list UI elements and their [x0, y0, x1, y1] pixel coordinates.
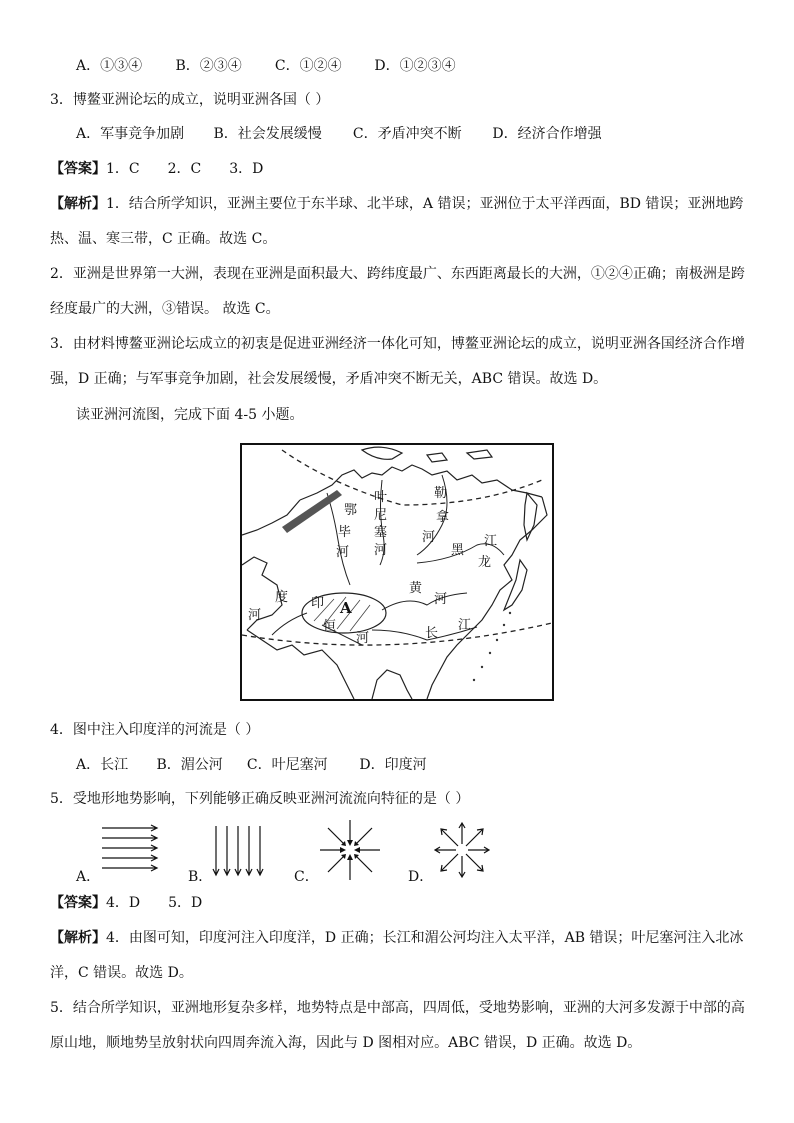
map-label-yenisei-1: 叶 — [374, 490, 388, 505]
q3-option-a[interactable]: A．军事竞争加剧 — [76, 126, 185, 142]
kamchatka — [524, 493, 537, 540]
q5-option-c-label: C． — [294, 869, 319, 885]
mountain-band — [282, 490, 342, 533]
map-label-ganges-3: 河 — [356, 631, 370, 646]
south-coastline — [247, 630, 412, 699]
q3-options — [76, 124, 602, 144]
q3-option-d[interactable]: D．经济合作增强 — [492, 126, 602, 142]
analysis-2-line-2: 洋，C 错误。故选 D。 — [50, 965, 193, 981]
analysis-1-line-6: 强，D 正确；与军事竞争加剧，社会发展缓慢，矛盾冲突不断无关，ABC 错误。故选 D。 — [50, 371, 608, 387]
map-label-yangtze-2: 江 — [458, 618, 472, 633]
yellow-river — [382, 593, 467, 610]
analysis-1-line-1 — [50, 194, 743, 214]
q4-option-b[interactable]: B．湄公河 — [156, 757, 223, 773]
answer-4-5 — [50, 893, 202, 913]
japan — [504, 560, 527, 610]
map-label-ob-1: 鄂 — [344, 503, 358, 518]
q5-stem: 5．受地形地势影响，下列能够正确反映亚洲河流流向特征的是（ ） — [50, 791, 470, 807]
map-label-yangtze-1: 长 — [425, 626, 439, 641]
arctic-islands — [362, 447, 492, 462]
analysis-1-line-5: 3．由材料博鳌亚洲论坛成立的初衷是促进亚洲经济一体化可知，博鳌亚洲论坛的成立，说明亚洲各国经济合作增 — [50, 336, 745, 352]
analysis-2-line-3: 5．结合所学知识，亚洲地形复杂多样，地势特点是中部高，四周低，受地势影响，亚洲的大河多发源于中部的高 — [50, 1000, 745, 1016]
q5-figure-d[interactable] — [432, 820, 492, 880]
q3-option-b[interactable]: B．社会发展缓慢 — [213, 126, 322, 142]
map-label-amur-1: 黑 — [451, 543, 465, 558]
analysis-2-line-4: 原山地，顺地势呈放射状向四周奔流入海，因此与 D 图相对应。ABC 错误，D 正确。故选 D。 — [50, 1035, 642, 1051]
q2-option-a[interactable]: A．①③④ — [76, 58, 143, 74]
answer-text: 1．C 2．C 3．D — [106, 161, 264, 177]
answer-label: 【答案】 — [50, 161, 106, 177]
q2-option-c[interactable]: C．①②④ — [274, 58, 342, 74]
q5-option-d-label: D． — [408, 869, 434, 885]
analysis-1-line-2: 热、温、寒三带，C 正确。故选 C。 — [50, 231, 277, 247]
asia-river-map — [240, 443, 554, 701]
analysis-2-line-1 — [50, 928, 743, 948]
map-label-yenisei-3: 塞 — [374, 525, 388, 540]
answer-1-3 — [50, 159, 263, 179]
answer-text: 4．D 5．D — [106, 895, 203, 911]
analysis-label: 【解析】 — [50, 196, 106, 212]
map-drawing — [242, 445, 552, 699]
map-intro: 读亚洲河流图，完成下面 4-5 小题。 — [76, 407, 304, 423]
arctic-circle-line — [282, 450, 542, 505]
q2-options — [76, 56, 456, 76]
map-label-amur-3: 江 — [484, 534, 498, 549]
map-label-yellow-1: 黄 — [409, 581, 423, 596]
analysis-1-line-3: 2．亚洲是世界第一大洲，表现在亚洲是面积最大、跨纬度最广、东西距离最长的大洲，①②④正确；南极洲是跨 — [50, 266, 745, 282]
q4-option-d[interactable]: D．印度河 — [359, 757, 427, 773]
q3-stem: 3．博鳌亚洲论坛的成立，说明亚洲各国（ ） — [50, 92, 330, 108]
map-label-ganges-1: 印 — [311, 596, 325, 611]
map-label-ob-2: 毕 — [338, 525, 352, 540]
map-label-area-a: A — [340, 599, 352, 617]
map-label-ob-3: 河 — [336, 545, 350, 560]
q5-figure-a[interactable] — [100, 824, 162, 876]
analysis-label: 【解析】 — [50, 930, 106, 946]
analysis-text: 1．结合所学知识，亚洲主要位于东半球、北半球，A 错误；亚洲位于太平洋西面，BD 错误；亚洲地跨 — [106, 196, 744, 212]
answer-label: 【答案】 — [50, 895, 106, 911]
q3-option-c[interactable]: C．矛盾冲突不断 — [352, 126, 462, 142]
q2-option-d[interactable]: D．①②③④ — [374, 58, 456, 74]
q2-option-b[interactable]: B．②③④ — [175, 58, 242, 74]
map-label-amur-2: 龙 — [478, 555, 492, 570]
q4-option-c[interactable]: C．叶尼塞河 — [246, 757, 328, 773]
map-label-yellow-2: 河 — [434, 592, 448, 607]
map-label-indus-1: 度 — [275, 590, 289, 605]
map-label-lena-3: 河 — [422, 530, 436, 545]
analysis-1-line-4: 经度最广的大洲，③错误。 故选 C。 — [50, 301, 280, 317]
indus-river — [272, 613, 307, 635]
analysis-text: 4．由图可知，印度河注入印度洋，D 正确；长江和湄公河均注入太平洋，AB 错误；叶尼塞河注入北冰 — [106, 930, 744, 946]
map-label-yenisei-4: 河 — [374, 543, 388, 558]
q4-options — [76, 755, 427, 775]
q5-option-b-label: B． — [188, 869, 213, 885]
q5-option-a-label: A． — [76, 869, 101, 885]
q5-figure-c[interactable] — [318, 818, 382, 882]
map-label-ganges-2: 恒 — [323, 619, 337, 634]
tropic-line — [242, 623, 552, 645]
map-label-yenisei-2: 尼 — [374, 508, 388, 523]
q4-stem: 4．图中注入印度洋的河流是（ ） — [50, 722, 260, 738]
q4-option-a[interactable]: A．长江 — [76, 757, 129, 773]
map-label-lena-2: 拿 — [436, 510, 450, 525]
map-label-lena-1: 勒 — [434, 486, 448, 501]
q5-figure-b[interactable] — [212, 824, 264, 878]
map-label-indus-2: 河 — [248, 608, 262, 623]
